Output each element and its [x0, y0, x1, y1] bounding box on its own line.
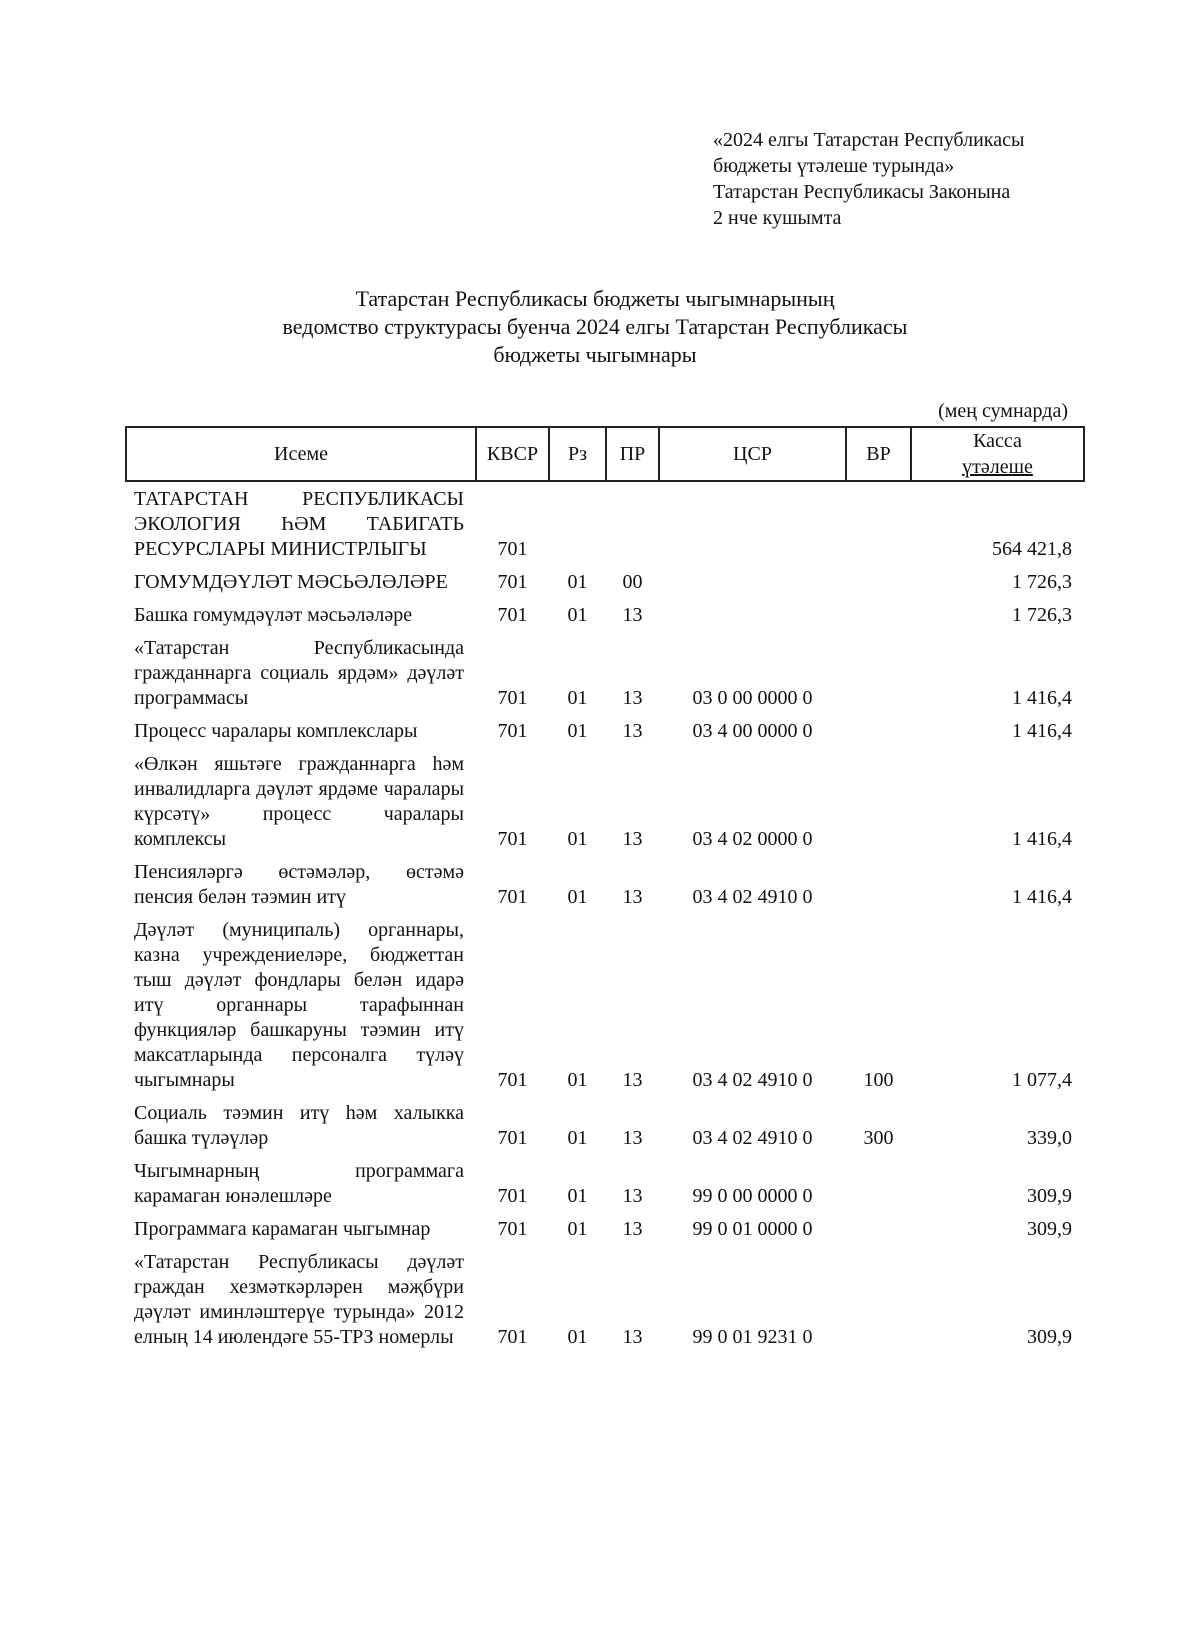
row-kvsr: 701 [497, 687, 528, 709]
row-name: Башка гомумдәүләт мәсьәләләре [134, 604, 413, 626]
header-kvsr: КВСР [476, 427, 549, 481]
header-csr: ЦСР [659, 427, 846, 481]
row-amount: 1 726,3 [1012, 571, 1072, 593]
row-pr: 13 [622, 1127, 643, 1149]
row-kvsr: 701 [497, 720, 528, 742]
table-row [126, 855, 1084, 913]
row-pr: 13 [622, 828, 643, 850]
row-amount: 1 416,4 [1012, 720, 1072, 742]
row-kvsr: 701 [497, 1069, 528, 1091]
row-rz: 01 [567, 828, 588, 850]
row-pr: 00 [622, 571, 643, 593]
row-csr: 03 4 02 4910 0 [692, 886, 813, 908]
row-pr: 13 [622, 1069, 643, 1091]
title-line: Татарстан Республикасы бюджеты чыгымнарының [355, 286, 835, 311]
row-amount: 1 077,4 [1012, 1069, 1072, 1091]
row-name: «Татарстан Республикасында гражданнарга социаль ярдәм» дәүләт программасы [134, 637, 464, 709]
row-rz: 01 [567, 604, 588, 626]
row-kvsr: 701 [497, 571, 528, 593]
row-pr: 13 [622, 1326, 643, 1348]
row-csr [659, 481, 846, 565]
row-csr [659, 598, 846, 631]
header-kassa-line: үтәлеше [962, 456, 1033, 478]
row-amount: 309,9 [1027, 1185, 1072, 1207]
row-vr [846, 1212, 911, 1245]
row-name: Процесс чаралары комплекслары [134, 720, 418, 742]
row-kvsr: 701 [497, 604, 528, 626]
row-rz: 01 [567, 886, 588, 908]
header-vr: ВР [846, 427, 911, 481]
row-vr [846, 747, 911, 855]
row-name: Дәүләт (муниципаль) органнары, казна учреждениеләре, бюджеттан тыш дәүләт фондлары белән идарә итү органнары тарафыннан функцияләр башкаруны тәэмин итү максатларында персоналга түләү чыгымнары [134, 919, 464, 1091]
units-label: (мең сумнарда) [938, 400, 1068, 422]
appendix-line: Татарстан Республикасы Законына [713, 181, 1011, 203]
row-rz: 01 [567, 1185, 588, 1207]
table-header [126, 427, 1084, 481]
table-row [126, 631, 1084, 714]
appendix-note [713, 127, 1024, 231]
row-amount: 1 726,3 [1012, 604, 1072, 626]
row-rz: 01 [567, 1127, 588, 1149]
row-pr [606, 481, 659, 565]
header-kassa [911, 427, 1084, 481]
row-pr: 13 [622, 604, 643, 626]
row-amount: 1 416,4 [1012, 687, 1072, 709]
table-row [126, 747, 1084, 855]
row-kvsr: 701 [497, 538, 528, 560]
row-csr: 03 4 02 0000 0 [692, 828, 813, 850]
row-csr: 99 0 00 0000 0 [692, 1185, 813, 1207]
row-csr: 99 0 01 0000 0 [692, 1218, 813, 1240]
row-amount: 339,0 [1027, 1127, 1072, 1149]
row-rz [549, 481, 606, 565]
row-name: Программага карамаган чыгымнар [134, 1218, 431, 1240]
row-kvsr: 701 [497, 1127, 528, 1149]
header-name: Исеме [126, 427, 476, 481]
row-rz: 01 [567, 1326, 588, 1348]
row-name: «Татарстан Республикасы дәүләт граждан хезмәткәрләрен мәҗбүри дәүләт иминләштерүе турында» 2012 елның 14 июлендәге 55-ТРЗ номерлы [134, 1251, 464, 1348]
table-row [126, 598, 1084, 631]
row-pr: 13 [622, 687, 643, 709]
row-kvsr: 701 [497, 886, 528, 908]
row-pr: 13 [622, 720, 643, 742]
row-csr: 03 0 00 0000 0 [692, 687, 813, 709]
row-name: Пенсияләргә өстәмәләр, өстәмә пенсия белән тәэмин итү [134, 861, 464, 908]
table-row [126, 565, 1084, 598]
row-vr [846, 481, 911, 565]
document-title [150, 285, 1040, 369]
row-rz: 01 [567, 1069, 588, 1091]
row-amount: 564 421,8 [992, 538, 1072, 560]
table-row [126, 1096, 1084, 1154]
title-line: бюджеты чыгымнары [493, 342, 697, 367]
row-amount: 1 416,4 [1012, 886, 1072, 908]
row-rz: 01 [567, 1218, 588, 1240]
row-amount: 1 416,4 [1012, 828, 1072, 850]
table-row [126, 1245, 1084, 1353]
row-vr: 100 [863, 1069, 894, 1091]
table-row [126, 481, 1084, 565]
row-amount: 309,9 [1027, 1218, 1072, 1240]
row-kvsr: 701 [497, 1218, 528, 1240]
row-vr [846, 714, 911, 747]
row-name: Социаль тәэмин итү һәм халыкка башка түләүләр [134, 1102, 464, 1149]
table-row [126, 1212, 1084, 1245]
row-pr: 13 [622, 1218, 643, 1240]
row-csr [659, 565, 846, 598]
row-vr [846, 598, 911, 631]
row-csr: 03 4 00 0000 0 [692, 720, 813, 742]
table-row [126, 913, 1084, 1096]
row-rz: 01 [567, 720, 588, 742]
row-vr: 300 [863, 1127, 894, 1149]
row-csr: 99 0 01 9231 0 [692, 1326, 813, 1348]
row-amount: 309,9 [1027, 1326, 1072, 1348]
expenditure-table [125, 426, 1085, 1353]
row-kvsr: 701 [497, 828, 528, 850]
appendix-line: бюджеты үтәлеше турында» [713, 155, 955, 177]
table-row [126, 714, 1084, 747]
row-vr [846, 631, 911, 714]
row-pr: 13 [622, 1185, 643, 1207]
row-vr [846, 1154, 911, 1212]
row-kvsr: 701 [497, 1326, 528, 1348]
header-kassa-line: Касса [973, 430, 1022, 452]
table-row [126, 1154, 1084, 1212]
row-rz: 01 [567, 571, 588, 593]
row-vr [846, 855, 911, 913]
row-name: Чыгымнарның программага карамаган юнәлешләре [134, 1160, 464, 1207]
row-pr: 13 [622, 886, 643, 908]
header-rz: Рз [549, 427, 606, 481]
row-kvsr: 701 [497, 1185, 528, 1207]
row-vr [846, 565, 911, 598]
row-rz: 01 [567, 687, 588, 709]
row-csr: 03 4 02 4910 0 [692, 1069, 813, 1091]
row-name: ГОМУМДӘҮЛӘТ МӘСЬӘЛӘЛӘРЕ [134, 571, 448, 593]
row-name: ТАТАРСТАН РЕСПУБЛИКАСЫ ЭКОЛОГИЯ ҺӘМ ТАБИГАТЬ РЕСУРСЛАРЫ МИНИСТРЛЫГЫ [134, 488, 464, 560]
row-name: «Өлкән яшьтәге гражданнарга һәм инвалидларга дәүләт ярдәме чаралары күрсәтү» процесс чаралары комплексы [134, 753, 464, 850]
row-csr: 03 4 02 4910 0 [692, 1127, 813, 1149]
title-line: ведомство структурасы буенча 2024 елгы Татарстан Республикасы [282, 314, 908, 339]
header-pr: ПР [606, 427, 659, 481]
row-vr [846, 1245, 911, 1353]
appendix-line: «2024 елгы Татарстан Республикасы [713, 129, 1025, 151]
appendix-line: 2 нче кушымта [713, 207, 842, 229]
